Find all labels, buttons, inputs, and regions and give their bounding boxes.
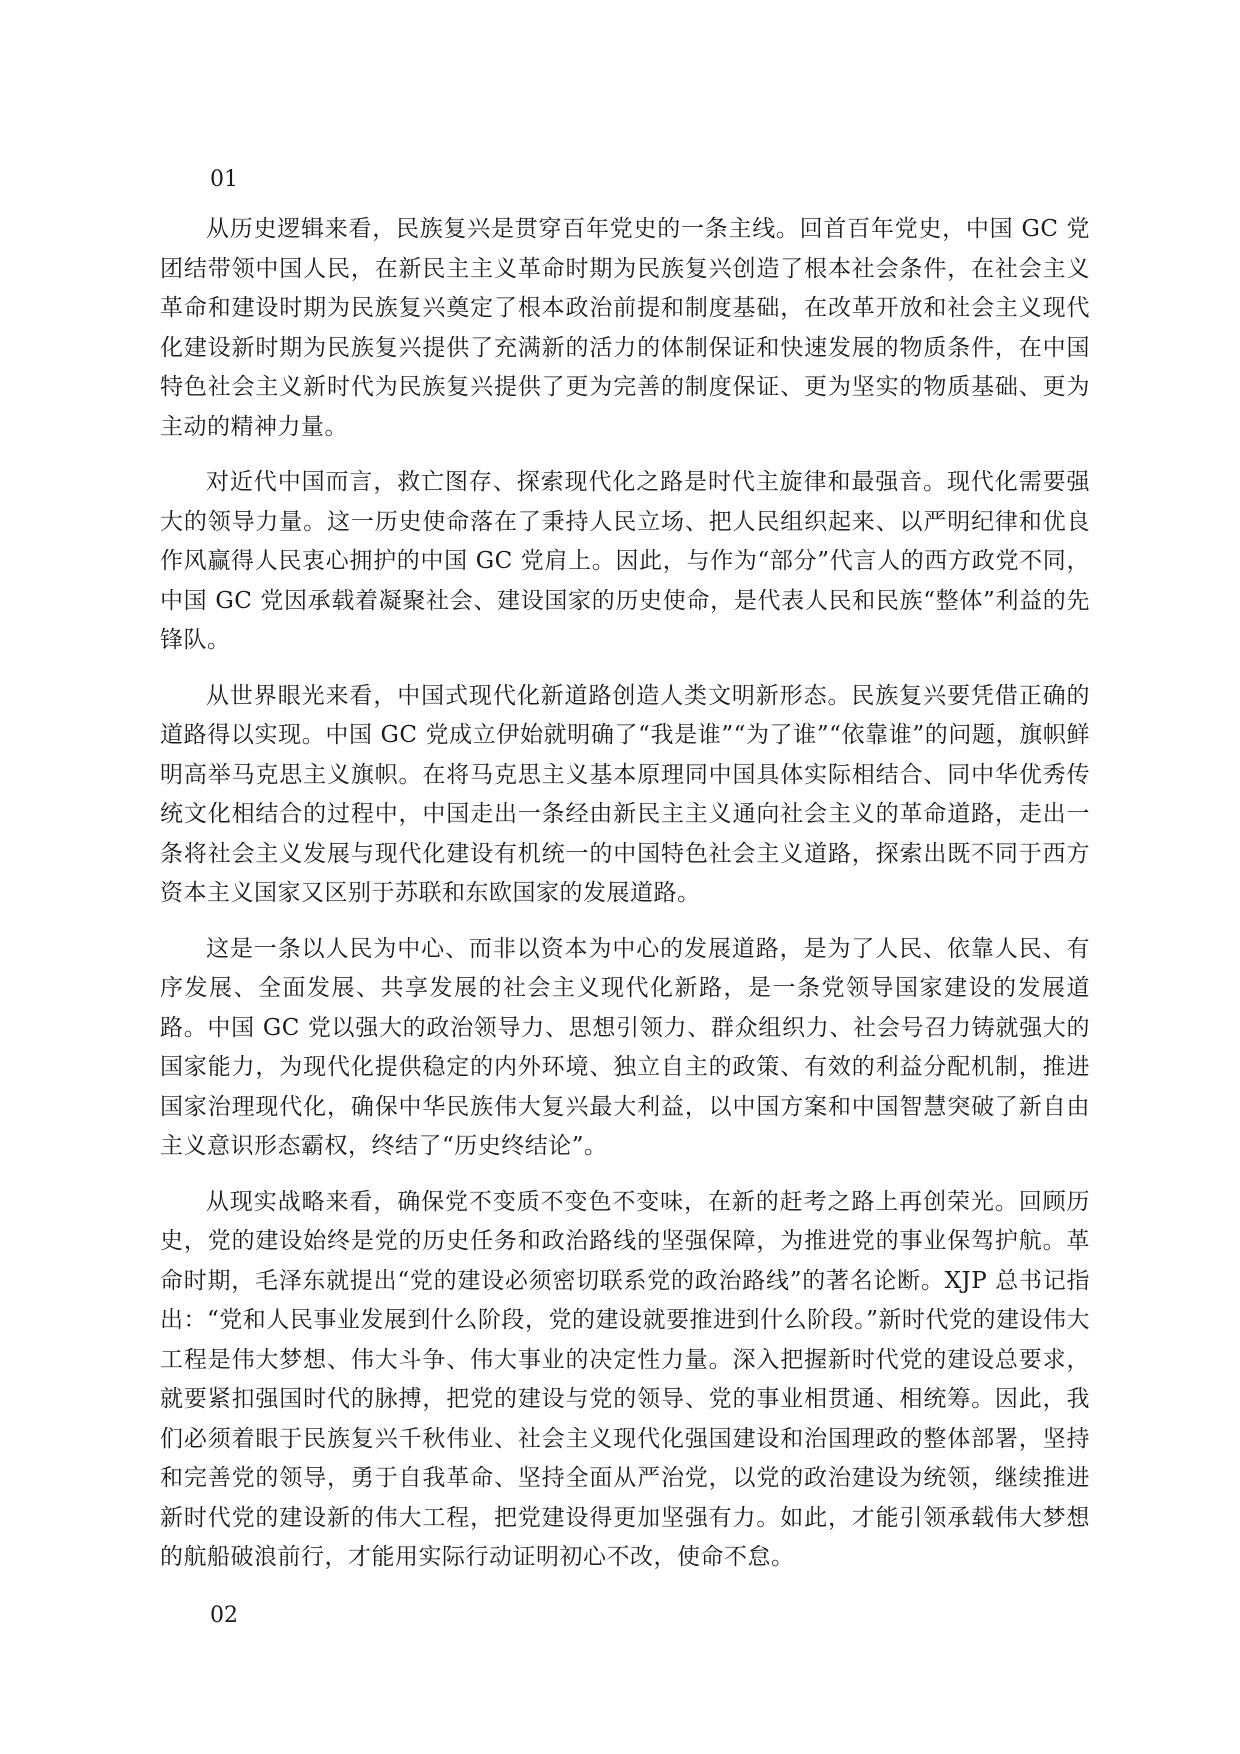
- section-number: 01: [210, 167, 238, 192]
- paragraph: 对近代中国而言，救亡图存、探索现代化之路是时代主旋律和最强音。现代化需要强大的领导力量。这一历史使命落在了秉持人民立场、把人民组织起来、以严明纪律和优良作风赢得人民衷心拥护的中国 GC 党肩上。因此，与作为“部分”代言人的西方政党不同，中国 GC 党因承载着凝聚社会、建设国家的历史使命，是代表人民和民族“整体”利益的先锋队。: [160, 469, 1090, 653]
- paragraph: 从现实战略来看，确保党不变质不变色不变味，在新的赶考之路上再创荣光。回顾历史，党的建设始终是党的历史任务和政治路线的坚强保障，为推进党的事业保驾护航。革命时期，毛泽东就提出“党的建设必须密切联系党的政治路线”的著名论断。XJP 总书记指出：“党和人民事业发展到什么阶段，党的建设就要推进到什么阶段。”新时代党的建设伟大工程是伟大梦想、伟大斗争、伟大事业的决定性力量。深入把握新时代党的建设总要求，就要紧扣强国时代的脉搏，把党的建设与党的领导、党的事业相贯通、相统筹。因此，我们必须着眼于民族复兴千秋伟业、社会主义现代化强国建设和治国理政的整体部署，坚持和完善党的领导，勇于自我革命、坚持全面从严治党，以党的政治建设为统领，继续推进新时代党的建设新的伟大工程，把党建设得更加坚强有力。如此，才能引领承载伟大梦想的航船破浪前行，才能用实际行动证明初心不改，使命不怠。: [160, 1188, 1090, 1570]
- paragraph: 从历史逻辑来看，民族复兴是贯穿百年党史的一条主线。回首百年党史，中国 GC 党团结带领中国人民，在新民主主义革命时期为民族复兴创造了根本社会条件，在社会主义革命和建设时期为民族复兴奠定了根本政治前提和制度基础，在改革开放和社会主义现代化建设新时期为民族复兴提供了充满新的活力的体制保证和快速发展的物质条件，在中国特色社会主义新时代为民族复兴提供了更为完善的制度保证、更为坚实的物质基础、更为主动的精神力量。: [160, 216, 1090, 440]
- paragraph: 从世界眼光来看，中国式现代化新道路创造人类文明新形态。民族复兴要凭借正确的道路得以实现。中国 GC 党成立伊始就明确了“我是谁”“为了谁”“依靠谁”的问题，旗帜鲜明高举马克思主义旗帜。在将马克思主义基本原理同中国具体实际相结合、同中华优秀传统文化相结合的过程中，中国走出一条经由新民主主义通向社会主义的革命道路，走出一条将社会主义发展与现代化建设有机统一的中国特色社会主义道路，探索出既不同于西方资本主义国家又区别于苏联和东欧国家的发展道路。: [160, 682, 1090, 906]
- section-number: 02: [210, 1602, 238, 1628]
- document-page: [160, 160, 1090, 1646]
- paragraph: 这是一条以人民为中心、而非以资本为中心的发展道路，是为了人民、依靠人民、有序发展、全面发展、共享发展的社会主义现代化新路，是一条党领导国家建设的发展道路。中国 GC 党以强大的政治领导力、思想引领力、群众组织力、社会号召力铸就强大的国家能力，为现代化提供稳定的内外环境、独立自主的政策、有效的利益分配机制，推进国家治理现代化，确保中华民族伟大复兴最大利益，以中国方案和中国智慧突破了新自由主义意识形态霸权，终结了“历史终结论”。: [160, 935, 1090, 1159]
